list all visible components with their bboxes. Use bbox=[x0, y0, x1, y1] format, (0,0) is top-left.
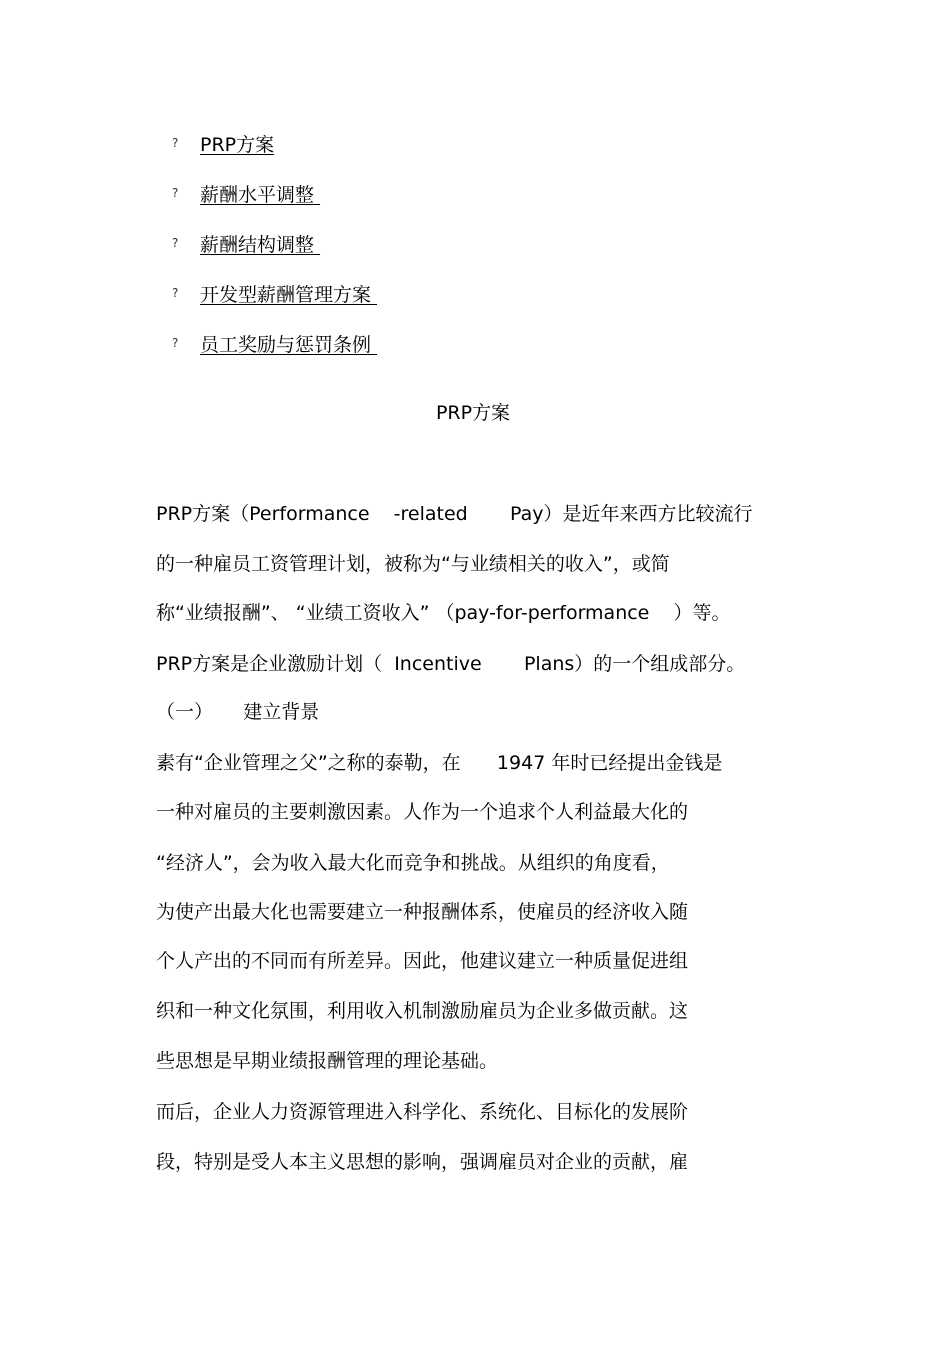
body-line: PRP方案（Performance -related Pay）是近年来西方比较流行 bbox=[156, 503, 753, 525]
bullet-icon: ? bbox=[172, 236, 179, 250]
body-line: 一种对雇员的主要刺激因素。人作为一个追求个人利益最大化的 bbox=[156, 801, 689, 823]
toc-link-development-salary[interactable]: 开发型薪酬管理方案 bbox=[200, 283, 378, 306]
toc-link-prp[interactable]: PRP方案 bbox=[200, 133, 275, 156]
section-title: PRP方案 bbox=[435, 402, 511, 424]
bullet-icon: ? bbox=[172, 136, 179, 150]
body-line: “经济人”，会为收入最大化而竞争和挑战。从组织的角度看， bbox=[156, 852, 670, 874]
subsection-heading: （一） 建立背景 bbox=[156, 701, 320, 723]
body-line: 个人产出的不同而有所差异。因此，他建议建立一种质量促进组 bbox=[156, 950, 689, 972]
toc-item-salary-level[interactable] bbox=[172, 178, 320, 208]
toc-link-salary-level[interactable]: 薪酬水平调整 bbox=[200, 183, 321, 206]
body-line: 些思想是早期业绩报酬管理的理论基础。 bbox=[156, 1050, 499, 1072]
body-line: 称“业绩报酬”、 “业绩工资收入” （pay-for-performance ）等。 bbox=[156, 602, 731, 624]
body-line: 为使产出最大化也需要建立一种报酬体系，使雇员的经济收入随 bbox=[156, 901, 689, 923]
body-line: 素有“企业管理之父”之称的泰勒，在 1947 年时已经提出金钱是 bbox=[156, 752, 723, 774]
toc-item-prp[interactable] bbox=[172, 128, 274, 158]
toc-link-salary-structure[interactable]: 薪酬结构调整 bbox=[200, 233, 321, 256]
body-line: 织和一种文化氛围，利用收入机制激励雇员为企业多做贡献。这 bbox=[156, 1000, 689, 1022]
toc-link-reward-punishment[interactable]: 员工奖励与惩罚条例 bbox=[200, 333, 378, 356]
body-line: 而后，企业人力资源管理进入科学化、系统化、目标化的发展阶 bbox=[156, 1101, 689, 1123]
bullet-icon: ? bbox=[172, 186, 179, 200]
bullet-icon: ? bbox=[172, 336, 179, 350]
toc-item-salary-structure[interactable] bbox=[172, 228, 320, 258]
body-line: 段，特别是受人本主义思想的影响，强调雇员对企业的贡献，雇 bbox=[156, 1151, 689, 1173]
toc-item-reward-punishment[interactable] bbox=[172, 328, 377, 358]
body-line: 的一种雇员工资管理计划，被称为“与业绩相关的收入”，或简 bbox=[156, 553, 670, 575]
bullet-icon: ? bbox=[172, 286, 179, 300]
body-line: PRP方案是企业激励计划（ Incentive Plans）的一个组成部分。 bbox=[156, 653, 746, 675]
toc-item-development-salary[interactable] bbox=[172, 278, 377, 308]
